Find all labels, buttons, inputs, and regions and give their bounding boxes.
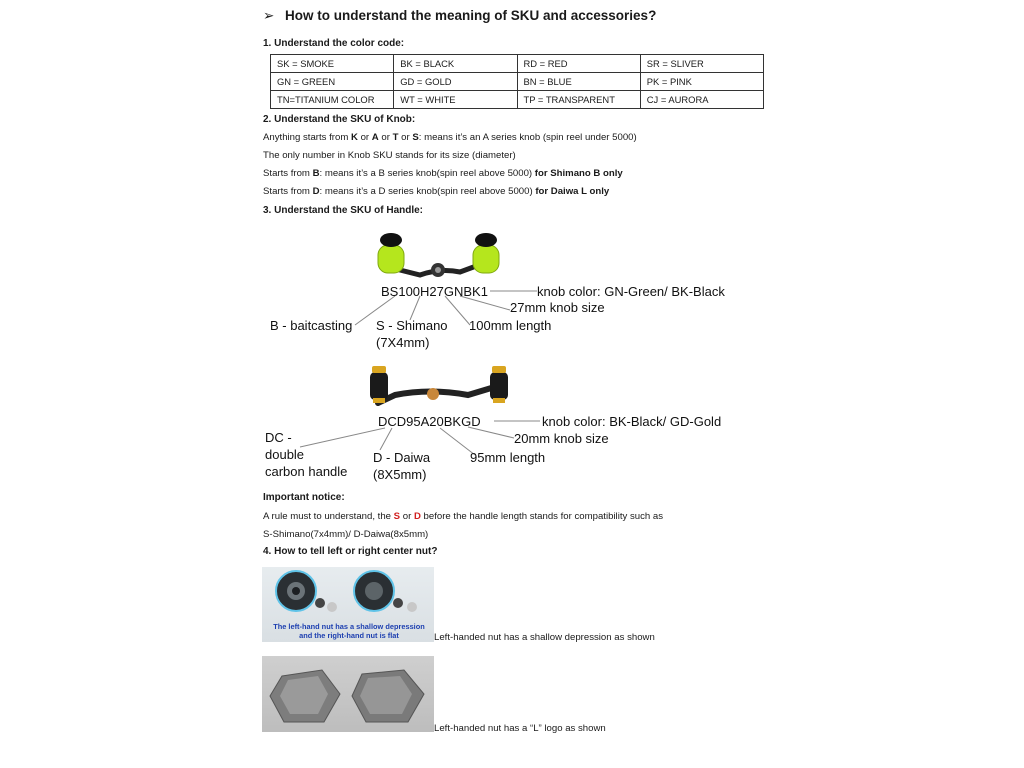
table-row bbox=[271, 55, 764, 73]
knob-rule-line-4 bbox=[263, 186, 609, 197]
arrow-bullet-icon: ➢ bbox=[263, 8, 275, 23]
table-cell: SR = SLIVER bbox=[640, 55, 763, 73]
nut-note-logo: Left-handed nut has a “L” logo as shown bbox=[434, 723, 606, 734]
page-title-text: How to understand the meaning of SKU and accessories? bbox=[285, 8, 657, 23]
text-run: for Shimano B only bbox=[534, 168, 623, 179]
table-cell: WT = WHITE bbox=[394, 91, 517, 109]
nut-photo-caption bbox=[266, 622, 432, 640]
text-run: Anything starts from bbox=[263, 132, 351, 143]
section-color-code: 1. Understand the color code: bbox=[263, 38, 405, 49]
text-run: before the handle length stands for compatibility such as bbox=[420, 511, 664, 522]
handle2-length: 95mm length bbox=[470, 450, 546, 465]
section-center-nut: 4. How to tell left or right center nut? bbox=[263, 546, 438, 557]
handle2-type-line2: double bbox=[265, 447, 305, 462]
text-run: or bbox=[378, 132, 393, 143]
text-run: A rule must to understand, the bbox=[263, 511, 394, 522]
handle1-illustration bbox=[378, 233, 499, 277]
notice-line-2: S-Shimano(7x4mm)/ D-Daiwa(8x5mm) bbox=[263, 529, 429, 540]
handle2-type-line3: carbon handle bbox=[265, 464, 348, 479]
text-run: : means it’s a D series knob(spin reel above 5000) bbox=[319, 186, 536, 197]
handle2-compat: D - Daiwa bbox=[373, 450, 431, 465]
text-run: Starts from bbox=[263, 168, 313, 179]
table-cell: PK = PINK bbox=[640, 73, 763, 91]
text-run: S bbox=[393, 511, 401, 522]
section-handle-sku: 3. Understand the SKU of Handle: bbox=[263, 205, 424, 216]
table-cell: CJ = AURORA bbox=[640, 91, 763, 109]
notice-line-1 bbox=[263, 511, 663, 522]
handle2-knob-size: 20mm knob size bbox=[514, 431, 609, 446]
knob-rule-line-1 bbox=[263, 132, 637, 143]
nut-note-depression: Left-handed nut has a shallow depression as shown bbox=[434, 632, 655, 643]
text-run: S bbox=[412, 132, 419, 143]
text-run: D bbox=[312, 186, 320, 197]
table-cell: TN=TITANIUM COLOR bbox=[271, 91, 394, 109]
table-cell: RD = RED bbox=[517, 55, 640, 73]
knob-rule-line-3 bbox=[263, 168, 623, 179]
text-run: for Daiwa L only bbox=[535, 186, 610, 197]
handle1-knob-color: knob color: GN-Green/ BK-Black bbox=[537, 284, 725, 299]
handle2-knob-color: knob color: BK-Black/ GD-Gold bbox=[542, 414, 722, 429]
text-run: or bbox=[400, 511, 414, 522]
caption-line: and the right-hand nut is flat bbox=[299, 631, 399, 640]
handle2-sku: DCD95A20BKGD bbox=[378, 414, 481, 429]
page-title bbox=[263, 8, 656, 24]
nut-logo-photo bbox=[262, 656, 434, 732]
section-important-notice: Important notice: bbox=[263, 492, 345, 503]
table-row bbox=[271, 91, 764, 109]
table-cell: TP = TRANSPARENT bbox=[517, 91, 640, 109]
text-run: or bbox=[398, 132, 413, 143]
knob-rule-line-2: The only number in Knob SKU stands for its size (diameter) bbox=[263, 150, 516, 161]
text-run: T bbox=[392, 132, 399, 143]
handle1-compat-size: (7X4mm) bbox=[376, 335, 430, 350]
text-run: or bbox=[357, 132, 372, 143]
text-run: : means it’s an A series knob (spin reel under 5000) bbox=[418, 132, 637, 143]
table-cell: SK = SMOKE bbox=[271, 55, 394, 73]
handle1-knob-size: 27mm knob size bbox=[510, 300, 605, 315]
table-cell: BN = BLUE bbox=[517, 73, 640, 91]
table-cell: GD = GOLD bbox=[394, 73, 517, 91]
text-run: B bbox=[312, 168, 320, 179]
handle1-sku: BS100H27GNBK1 bbox=[381, 284, 488, 299]
table-cell: GN = GREEN bbox=[271, 73, 394, 91]
text-run: D bbox=[413, 511, 421, 522]
color-code-table bbox=[270, 54, 764, 109]
handle2-type-line1: DC - bbox=[265, 430, 292, 445]
handle1-compat: S - Shimano bbox=[376, 318, 448, 333]
handle1-length: 100mm length bbox=[469, 318, 552, 333]
text-run: : means it’s a B series knob(spin reel above 5000) bbox=[319, 168, 535, 179]
text-run: K bbox=[350, 132, 358, 143]
handle1-type: B - baitcasting bbox=[270, 318, 353, 333]
text-run: Starts from bbox=[263, 186, 313, 197]
section-knob-sku: 2. Understand the SKU of Knob: bbox=[263, 114, 416, 125]
text-run: A bbox=[371, 132, 379, 143]
table-row bbox=[271, 73, 764, 91]
nut-photo-graphic bbox=[262, 656, 434, 732]
caption-line: The left-hand nut has a shallow depression bbox=[273, 622, 425, 631]
handle2-illustration bbox=[370, 366, 508, 403]
nut-depression-photo bbox=[262, 567, 434, 642]
table-cell: BK = BLACK bbox=[394, 55, 517, 73]
handle2-compat-size: (8X5mm) bbox=[373, 467, 427, 482]
